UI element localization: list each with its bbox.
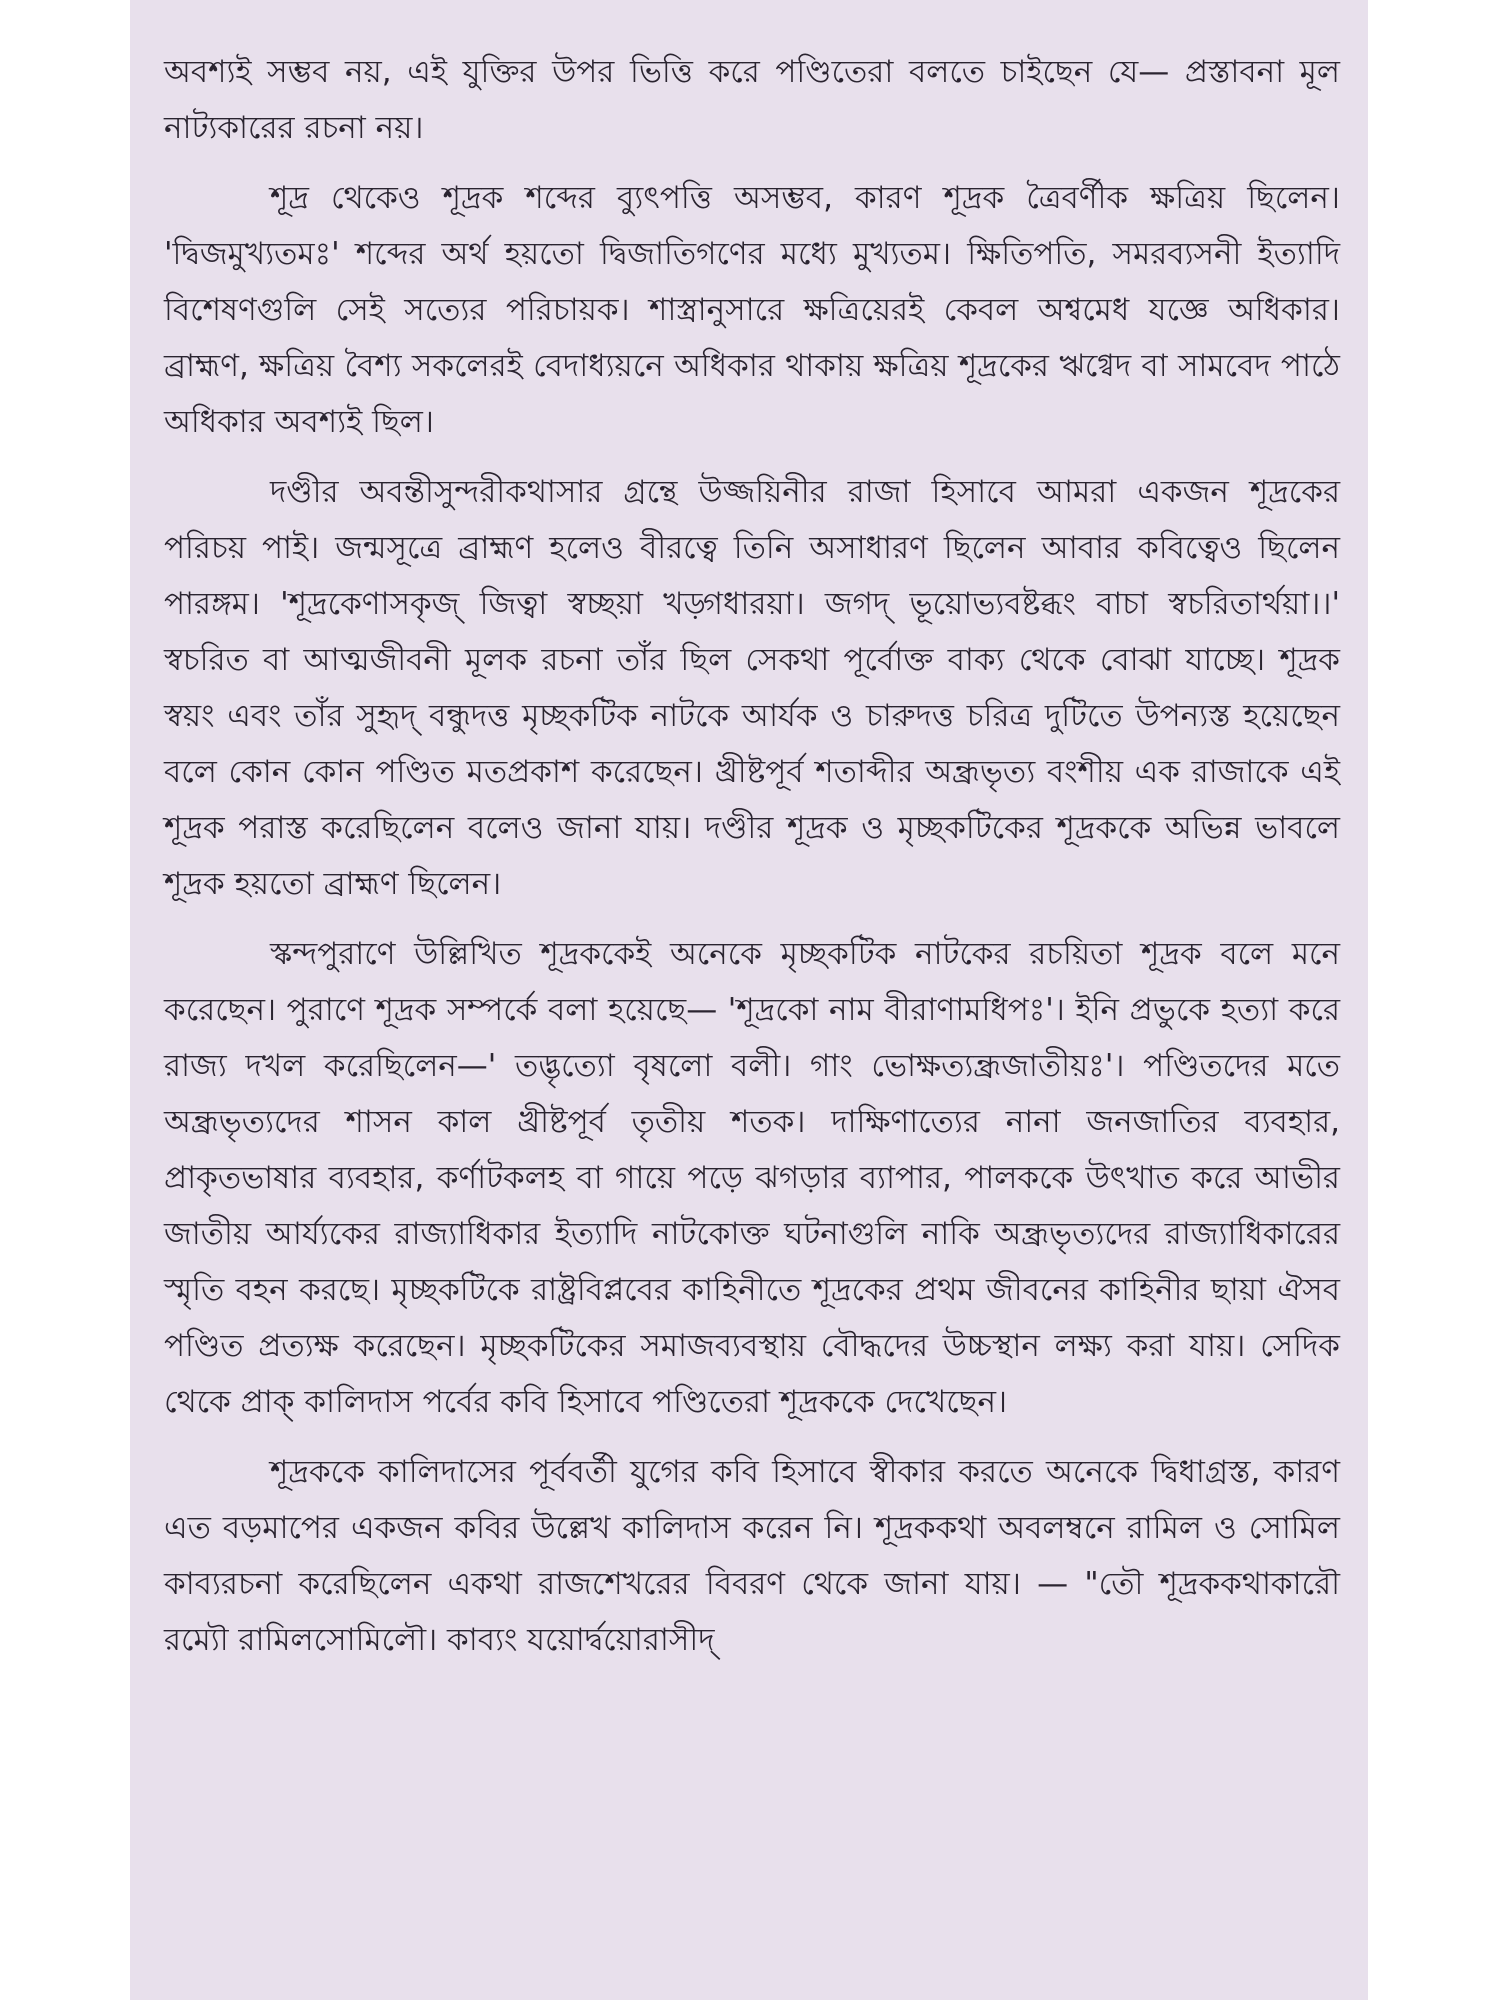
paragraph-1: অবশ্যই সম্ভব নয়, এই যুক্তির উপর ভিত্তি করে পণ্ডিতেরা বলতে চাইছেন যে— প্রস্তাবনা মূল নাট্যকারের রচনা নয়। bbox=[164, 54, 1340, 146]
paragraph-2: শূদ্র থেকেও শূদ্রক শব্দের ব্যুৎপত্তি অসম্ভব, কারণ শূদ্রক ত্রৈবর্ণীক ক্ষত্রিয় ছিলেন। 'দ্বিজমুখ্যতমঃ' শব্দের অর্থ হয়তো দ্বিজাতিগণের মধ্যে মুখ্যতম। ক্ষিতিপতি, সমরব্যসনী ইত্যাদি বিশেষণগুলি সেই সত্যের পরিচায়ক। শাস্ত্রানুসারে ক্ষত্রিয়েরই কেবল অশ্বমেধ যজ্ঞে অধিকার। ব্রাহ্মণ, ক্ষত্রিয় বৈশ্য সকলেরই বেদাধ্যয়নে অধিকার থাকায় ক্ষত্রিয় শূদ্রকের ঋগ্বেদ বা সামবেদ পাঠে অধিকার অবশ্যই ছিল। bbox=[164, 180, 1340, 440]
body-text bbox=[164, 44, 1340, 1668]
paragraph-4: স্কন্দপুরাণে উল্লিখিত শূদ্রককেই অনেকে মৃচ্ছকটিক নাটকের রচয়িতা শূদ্রক বলে মনে করেছেন। পুরাণে শূদ্রক সম্পর্কে বলা হয়েছে— 'শূদ্রকো নাম বীরাণামধিপঃ'। ইনি প্রভুকে হত্যা করে রাজ্য দখল করেছিলেন—' তদ্ভৃত্যো বৃষলো বলী। গাং ভোক্ষত্যন্ধ্রজাতীয়ঃ'। পণ্ডিতদের মতে অন্ধ্রভৃত্যদের শাসন কাল খ্রীষ্টপূর্ব তৃতীয় শতক। দাক্ষিণাত্যের নানা জনজাতির ব্যবহার, প্রাকৃতভাষার ব্যবহার, কর্ণাটকলহ বা গায়ে পড়ে ঝগড়ার ব্যাপার, পালককে উৎখাত করে আভীর জাতীয় আর্য্যকের রাজ্যাধিকার ইত্যাদি নাটকোক্ত ঘটনাগুলি নাকি অন্ধ্রভৃত্যদের রাজ্যাধিকারের স্মৃতি বহন করছে। মৃচ্ছকটিকে রাষ্ট্রবিপ্লবের কাহিনীতে শূদ্রকের প্রথম জীবনের কাহিনীর ছায়া ঐসব পণ্ডিত প্রত্যক্ষ করেছেন। মৃচ্ছকটিকের সমাজব্যবস্থায় বৌদ্ধদের উচ্চস্থান লক্ষ্য করা যায়। সেদিক থেকে প্রাক্ কালিদাস পর্বের কবি হিসাবে পণ্ডিতেরা শূদ্রককে দেখেছেন। bbox=[164, 936, 1340, 1420]
book-page bbox=[130, 0, 1368, 2000]
paragraph-5: শূদ্রককে কালিদাসের পূর্ববর্তী যুগের কবি হিসাবে স্বীকার করতে অনেকে দ্বিধাগ্রস্ত, কারণ এত বড়মাপের একজন কবির উল্লেখ কালিদাস করেন নি। শূদ্রককথা অবলম্বনে রামিল ও সোমিল কাব্যরচনা করেছিলেন একথা রাজশেখরের বিবরণ থেকে জানা যায়। — "তৌ শূদ্রককথাকারৌ রম্যৌ রামিলসোমিলৌ। কাব্যং যয়োর্দ্বয়োরাসীদ্ bbox=[164, 1454, 1340, 1658]
paragraph-3: দণ্ডীর অবন্তীসুন্দরীকথাসার গ্রন্থে উজ্জয়িনীর রাজা হিসাবে আমরা একজন শূদ্রকের পরিচয় পাই। জন্মসূত্রে ব্রাহ্মণ হলেও বীরত্বে তিনি অসাধারণ ছিলেন আবার কবিত্বেও ছিলেন পারঙ্গম। 'শূদ্রকেণাসকৃজ্ জিত্বা স্বচ্ছয়া খড়্গধারয়া। জগদ্ ভূয়োভ্যবষ্টব্ধং বাচা স্বচরিতার্থয়া।।' স্বচরিত বা আত্মজীবনী মূলক রচনা তাঁর ছিল সেকথা পূর্বোক্ত বাক্য থেকে বোঝা যাচ্ছে। শূদ্রক স্বয়ং এবং তাঁর সুহৃদ্ বন্ধুদত্ত মৃচ্ছকটিক নাটকে আর্যক ও চারুদত্ত চরিত্র দুটিতে উপন্যস্ত হয়েছেন বলে কোন কোন পণ্ডিত মতপ্রকাশ করেছেন। খ্রীষ্টপূর্ব শতাব্দীর অন্ধ্রভৃত্য বংশীয় এক রাজাকে এই শূদ্রক পরাস্ত করেছিলেন বলেও জানা যায়। দণ্ডীর শূদ্রক ও মৃচ্ছকটিকের শূদ্রককে অভিন্ন ভাবলে শূদ্রক হয়তো ব্রাহ্মণ ছিলেন। bbox=[164, 474, 1340, 902]
